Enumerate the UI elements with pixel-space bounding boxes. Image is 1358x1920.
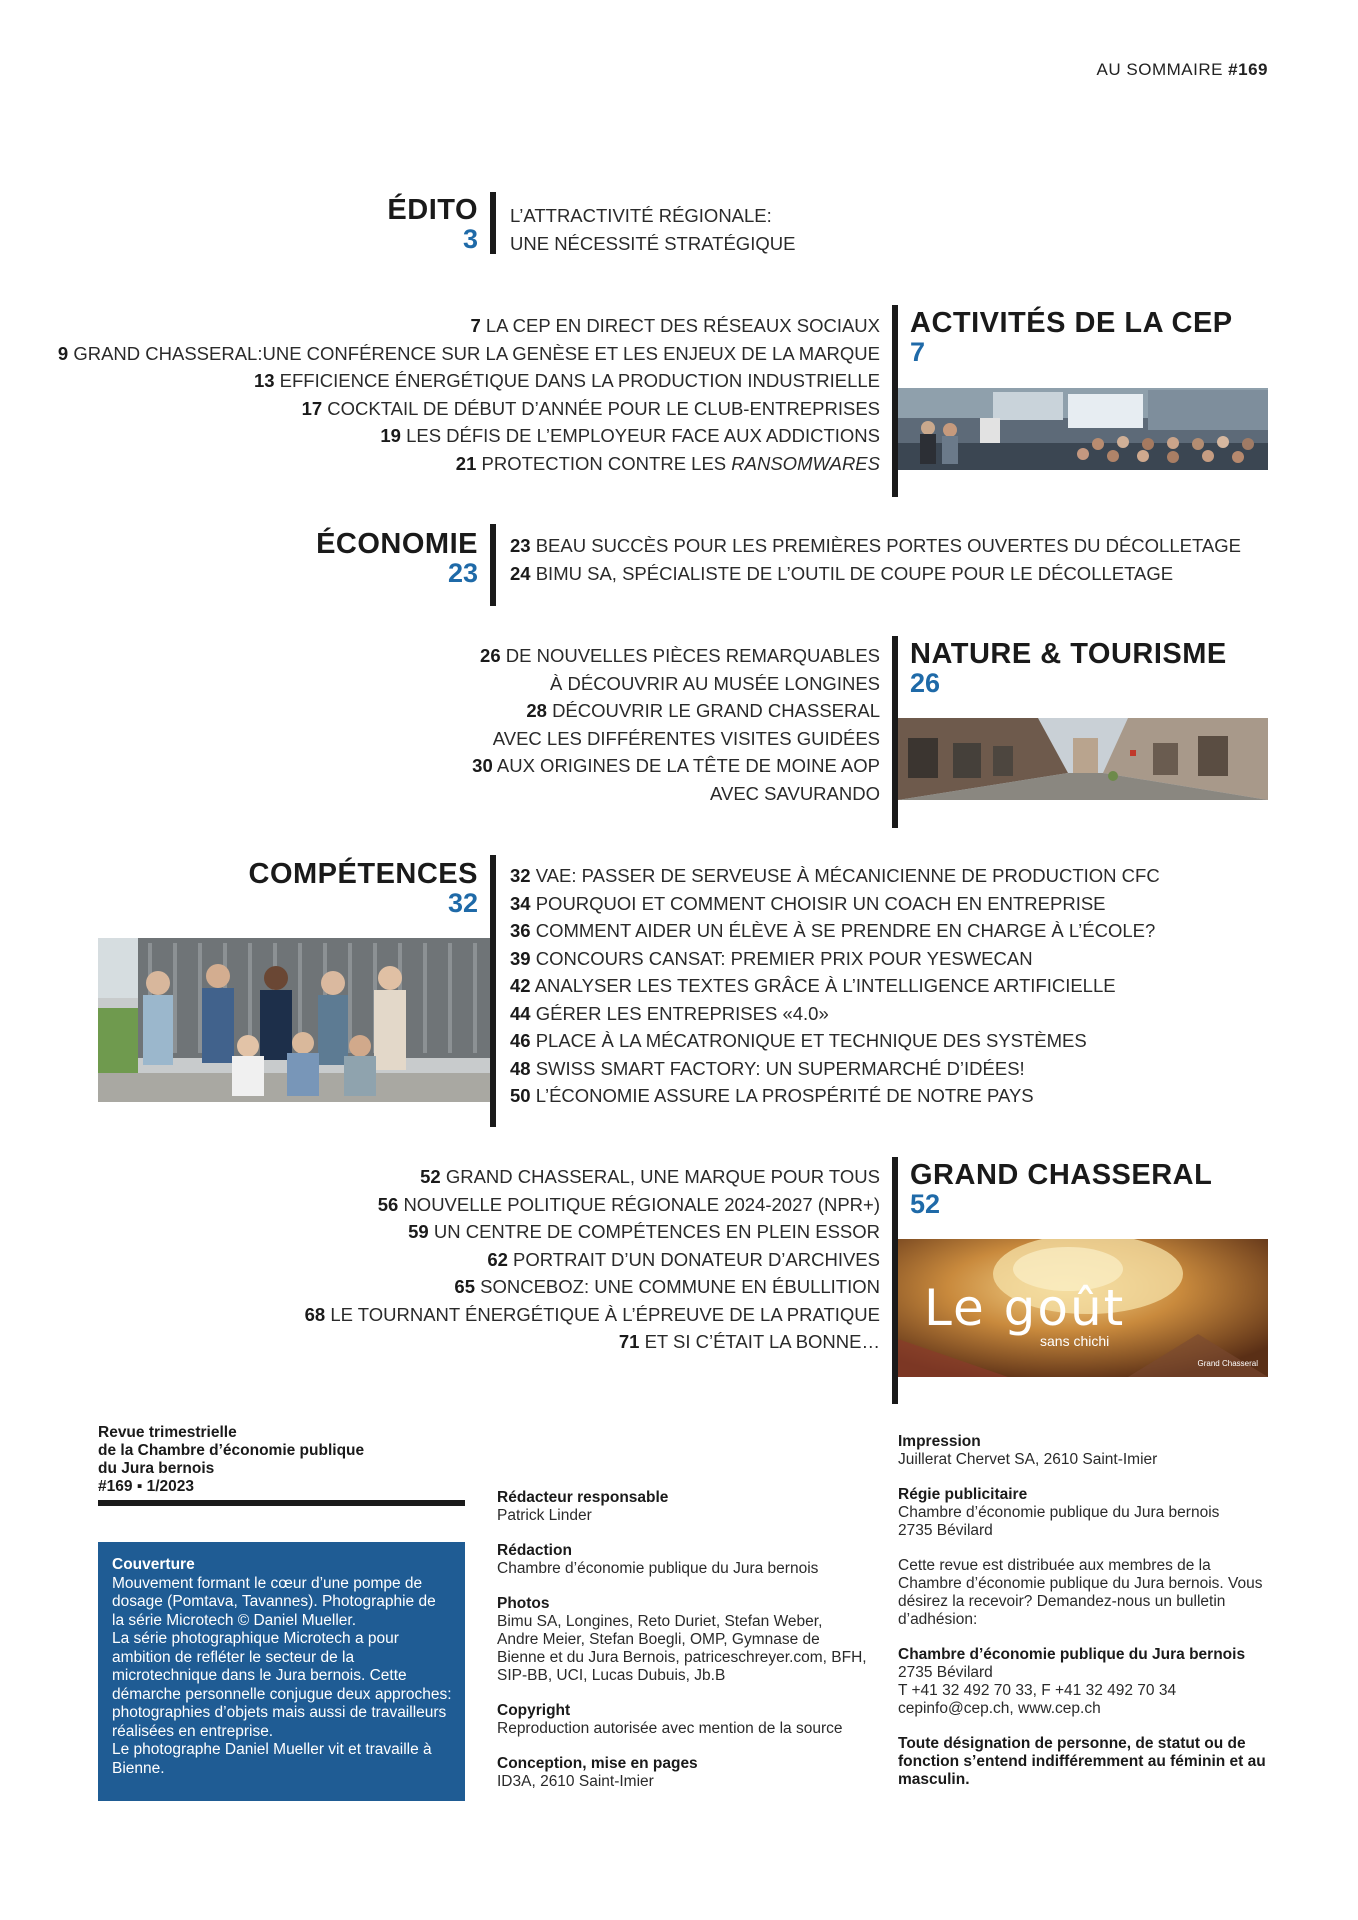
edito-divider [490, 192, 496, 254]
cep-title: ACTIVITÉS DE LA CEP [910, 307, 1233, 339]
list-item[interactable]: 32 VAE: PASSER DE SERVEUSE À MÉCANICIENNE DE PRODUCTION CFC [510, 865, 1160, 886]
competences-list [510, 862, 1160, 1110]
list-item[interactable]: 24 BIMU SA, SPÉCIALISTE DE L’OUTIL DE COUPE POUR LE DÉCOLLETAGE [510, 562, 1174, 584]
list-item[interactable]: 42 ANALYSER LES TEXTES GRÂCE À L’INTELLIGENCE ARTIFICIELLE [510, 975, 1116, 996]
list-item[interactable]: 62 PORTRAIT D’UN DONATEUR D’ARCHIVES [487, 1248, 880, 1270]
credit-block: Photos Bimu SA, Longines, Reto Duriet, Stefan Weber, Andre Meier, Stefan Boegli, OMP, Gymnase de Bienne et du Jura Bernois, patriceschreyer.com, BFH, SIP-BB, UCI, Lucas Dubuis, Jb.B [497, 1595, 867, 1684]
list-item[interactable]: 28 DÉCOUVRIR LE GRAND CHASSERAL [526, 700, 880, 721]
edito-page: 3 [462, 224, 478, 254]
cover-info-box [98, 1542, 465, 1801]
credit-block: Rédacteur responsable Patrick Linder [497, 1489, 669, 1524]
list-item[interactable]: 59 UN CENTRE DE COMPÉTENCES EN PLEIN ESSOR [408, 1221, 880, 1242]
revue-divider [98, 1500, 465, 1506]
cover-text-2: La série photographique Microtech a pour ambition de refléter le secteur de la microtechnique dans le Jura bernois. Cette démarche personnelle conjugue deux approches: photographies d’objets mais aussi de travailleurs réalisées en entreprise. [112, 1630, 452, 1740]
chasseral-title: GRAND CHASSERAL [910, 1159, 1213, 1191]
nature-heading [910, 639, 1227, 697]
edito-heading [387, 195, 478, 253]
competences-page: 32 [447, 888, 478, 918]
edito-text: L’ATTRACTIVITÉ RÉGIONALE: UNE NÉCESSITÉ STRATÉGIQUE [510, 205, 796, 254]
gender-note: Toute désignation de personne, de statut ou de fonction s’entend indifféremment au féminin et au masculin. [898, 1735, 1266, 1788]
economie-divider [490, 524, 496, 606]
economie-title: ÉCONOMIE [316, 528, 478, 560]
list-item[interactable]: 39 CONCOURS CANSAT: PREMIER PRIX POUR YESWECAN [510, 947, 1033, 969]
competences-heading [249, 859, 478, 917]
publisher-column: Impression Juillerat Chervet SA, 2610 Saint-Imier Régie publicitaire Chambre d’économie publique du Jura bernois 2735 Bévilard Cette revue est distribuée aux membres de la Chambre d’économie publique du Jura bernois. Vous désirez la recevoir? Demandez-nous un bulletin d’adhésion: Chambre d’économie publique du Jura bernois 2735 Bévilard T +41 32 492 70 33, F +41 32 492 70 34 cepinfo@cep.ch, www.cep.ch Toute désignation de personne, de statut ou de fonction s’entend indifféremment au féminin et au masculin. [898, 1433, 1268, 1806]
credits-column [497, 1489, 867, 1808]
list-item[interactable]: 21 PROTECTION CONTRE LES RANSOMWARES [455, 452, 880, 474]
ad-subtitle: sans chichi [1040, 1333, 1110, 1349]
issue-header: AU SOMMAIRE #169 [1096, 60, 1268, 79]
list-item[interactable]: 36 COMMENT AIDER UN ÉLÈVE À SE PRENDRE EN CHARGE À L’ÉCOLE? [510, 920, 1156, 941]
nature-page: 26 [910, 668, 941, 698]
list-item[interactable]: 71 ET SI C’ÉTAIT LA BONNE… [618, 1331, 880, 1352]
list-item[interactable]: 19 LES DÉFIS DE L’EMPLOYEUR FACE AUX ADDICTIONS [380, 425, 880, 446]
credit-block: Rédaction Chambre d’économie publique du Jura bernois [497, 1542, 819, 1577]
list-item[interactable]: 23 BEAU SUCCÈS POUR LES PREMIÈRES PORTES OUVERTES DU DÉCOLLETAGE [510, 535, 1241, 556]
list-item[interactable]: AVEC SAVURANDO [710, 782, 880, 804]
list-item[interactable]: 34 POURQUOI ET COMMENT CHOISIR UN COACH EN ENTREPRISE [510, 892, 1106, 914]
chasseral-heading [910, 1160, 1212, 1218]
list-item[interactable]: 7 LA CEP EN DIRECT DES RÉSEAUX SOCIAUX [470, 315, 880, 336]
list-item[interactable]: 30 AUX ORIGINES DE LA TÊTE DE MOINE AOP [472, 755, 880, 776]
credit-block: Conception, mise en pages ID3A, 2610 Saint-Imier [497, 1755, 698, 1790]
street-photo [898, 718, 1268, 800]
economie-heading [316, 529, 478, 587]
economie-page: 23 [447, 558, 478, 588]
contact-links[interactable]: cepinfo@cep.ch, www.cep.ch [898, 1700, 1101, 1717]
competences-title: COMPÉTENCES [248, 858, 478, 890]
list-item[interactable]: 52 GRAND CHASSERAL, UNE MARQUE POUR TOUS [420, 1166, 880, 1187]
list-item[interactable]: 68 LE TOURNANT ÉNERGÉTIQUE À L’ÉPREUVE DE LA PRATIQUE [304, 1303, 880, 1325]
list-item[interactable]: 56 NOUVELLE POLITIQUE RÉGIONALE 2024-2027 (NPR+) [377, 1193, 880, 1215]
cheese-ad-image [898, 1239, 1268, 1377]
revue-info: Revue trimestrielle de la Chambre d’économie publique du Jura bernois #169 ▪ 1/2023 [98, 1424, 365, 1495]
list-item[interactable]: 46 PLACE À LA MÉCATRONIQUE ET TECHNIQUE DES SYSTÈMES [510, 1030, 1087, 1051]
chasseral-list [305, 1163, 880, 1356]
list-item[interactable]: 13 EFFICIENCE ÉNERGÉTIQUE DANS LA PRODUCTION INDUSTRIELLE [253, 370, 880, 391]
list-item[interactable]: 65 SONCEBOZ: UNE COMMUNE EN ÉBULLITION [454, 1276, 880, 1297]
list-item[interactable]: 9 GRAND CHASSERAL:UNE CONFÉRENCE SUR LA GENÈSE ET LES ENJEUX DE LA MARQUE [57, 342, 880, 364]
cep-page: 7 [910, 337, 926, 367]
credit-block: Copyright Reproduction autorisée avec mention de la source [497, 1702, 843, 1737]
list-item[interactable]: 50 L’ÉCONOMIE ASSURE LA PROSPÉRITÉ DE NOTRE PAYS [510, 1085, 1034, 1106]
list-item[interactable]: 17 COCKTAIL DE DÉBUT D’ANNÉE POUR LE CLUB-ENTREPRISES [301, 397, 880, 419]
list-item[interactable]: À DÉCOUVRIR AU MUSÉE LONGINES [550, 672, 880, 694]
nature-title: NATURE & TOURISME [910, 638, 1227, 670]
cover-text-3: Le photographe Daniel Mueller vit et travaille à Bienne. [112, 1741, 432, 1777]
economie-list [510, 532, 1241, 587]
distribution-note: Cette revue est distribuée aux membres de la Chambre d’économie publique du Jura bernois. Vous désirez la recevoir? Demandez-nous un bulletin d’adhésion: [898, 1557, 1263, 1628]
nature-list [472, 642, 880, 807]
list-item[interactable]: 44 GÉRER LES ENTREPRISES «4.0» [510, 1002, 829, 1024]
list-item[interactable]: AVEC LES DIFFÉRENTES VISITES GUIDÉES [492, 727, 880, 749]
ad-slogan: Le goût [924, 1279, 1126, 1337]
grand-chasseral-logo: Grand Chasseral [1197, 1359, 1258, 1368]
list-item[interactable]: 48 SWISS SMART FACTORY: UN SUPERMARCHÉ D’IDÉES! [510, 1057, 1025, 1079]
competences-divider [490, 855, 496, 1127]
cover-title: Couverture [112, 1556, 195, 1573]
cover-text: Mouvement formant le cœur d’une pompe de dosage (Pomtava, Tavannes). Photographie de la série Microtech © Daniel Mueller. [112, 1574, 436, 1629]
list-item[interactable]: 26 DE NOUVELLES PIÈCES REMARQUABLES [480, 645, 880, 666]
conference-photo [898, 388, 1268, 470]
edito-title: ÉDITO [387, 194, 478, 226]
chasseral-page: 52 [910, 1189, 941, 1219]
students-photo [98, 938, 490, 1102]
cep-heading [910, 308, 1233, 366]
cep-list [58, 312, 880, 477]
